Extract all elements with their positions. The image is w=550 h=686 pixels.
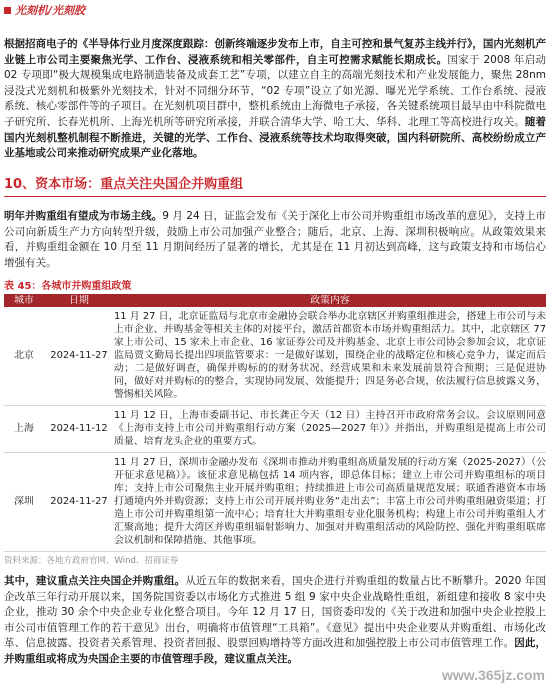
cell-content: 11 月 12 日，上海市委副书记、市长龚正今天（12 日）主持召开市政府常务会议。会议原则同意《上海市支持上市公司并购重组行动方案（2025—2027 年）》并指出，并购重组是提高上市公司质量、培育龙头企业的重要方式。 <box>114 406 546 453</box>
table-source-note: 资料来源：各地方政府官网、Wind、招商证券 <box>4 556 179 566</box>
section-title <box>4 3 85 17</box>
paragraph-lithography-body: 国家于 2008 年启动 02 专项即“极大规模集成电路制造装备及成套工艺”专项，以建立自主的高端光刻技术和产业发展能力，聚焦 28nm 浸没式光刻机和极紫外光刻技术，针对不同细分环节，“02 专项”设立了如光源、曝光光学系统、工作台系统、浸液系统、核心零部件等的子项目。在光刻机项目群中，整机系统由上海微电子承接，各关键系统项目最早由中科院微电子研究所、长春光机所、上海光机所等研究所承接，并联合清华大学、哈工大、华科、北理工等高校进行攻关。 <box>4 53 547 128</box>
paragraph-lithography-bold-tail: 随着国内光刻机整机制程不断推进，关键的光学、工作台、浸液系统等技术均取得突破，国内科研院所、高校纷纷成立产业基地或公司来推动研究成果产业化落地。 <box>4 115 547 160</box>
table-and-conclusion <box>4 294 546 668</box>
table-row <box>4 453 546 552</box>
cell-content: 11 月 27 日，深圳市金融办发布《深圳市推动并购重组高质量发展的行动方案（2025-2027）（公开征求意见稿）》。该征求意见稿包括 14 项内容，即总体目标；建立上市公司并购重组标的项目库；支持上市公司聚焦主业开展并购重组；持续推进上市公司高质量规范发展；联通香港资本市场打通境内外并购资源；支持上市公司开展并购业务“走出去”；丰富上市公司并购重组融资渠道；打造上市公司并购重组第一流中心；培育壮大并购重组专业化服务机构；构建上市公司并购重组人才汇聚高地；提升大湾区并购重组辐射影响力、加强对并购重组活动的风险防控、强化并购重组联席会议机制和保障措施、其他事项。 <box>114 453 546 552</box>
table-row <box>4 307 546 406</box>
column-header-city: 城市 <box>4 294 44 307</box>
paragraph-soe-bold-lead: 其中，建议重点关注央国企并购重组。 <box>4 575 186 587</box>
cell-city: 北京 <box>4 307 44 406</box>
paragraph-mergers-bold-lead: 明年并购重组有望成为市场主线。 <box>4 210 163 222</box>
paragraph-lithography-bold-lead: 根据招商电子的《半导体行业月度深度跟踪：创新终端逐步发布上市，自主可控和景气复苏主线并行》，国内光刻机产业链上市公司主要聚焦光学、工作台、浸液系统和相关零部件，自主可控需求赋能长期成长。 <box>4 38 546 66</box>
section-heading-capital-market: 10、资本市场：重点关注央国企并购重组 <box>4 176 546 197</box>
paragraph-lithography <box>4 37 546 162</box>
cell-date: 2024-11-12 <box>44 406 114 453</box>
paragraph-soe-body: 从近五年的数据来看，国央企进行并购重组的数量占比不断攀升。2020 年国企改革三年行动开展以来，国务院国资委以市场化方式推进 5 组 9 家中央企业战略性重组，新组建和接收 8 家中央企业，推动 30 余个中央企业专业化整合项目。今年 12 月 17 日，国资委印发的《关于改进和加强中央企业控股上市公司市值管理工作的若干意见》出台，明确将市值管理“工具箱”。《意见》提出中央企业要从并购重组、市场化改革、信息披露、投资者关系管理、投资者回报、股票回购增持等方面改进和加强控股上市公司市值管理工作。 <box>4 575 546 650</box>
table-row <box>4 406 546 453</box>
cell-date: 2024-11-27 <box>44 307 114 406</box>
policy-table <box>4 294 546 552</box>
paragraph-soe-bold-tail: 因此，并购重组或将成为央国企主要的市值管理手段，建议重点关注。 <box>4 637 547 665</box>
paragraph-mergers-body: 9 月 24 日，证监会发布《关于深化上市公司并购重组市场改革的意见》，支持上市公司向新质生产力方向转型升级，鼓励上市公司加强产业整合；随后，北京、上海、深圳积极响应。从政策效果来看，并购重组金额在 10 月至 11 月期间经历了显著的增长，尤其是在 11 月初达到高峰，这与政策支持和市场信心增强有关。 <box>4 210 546 269</box>
paragraph-mergers <box>4 209 546 271</box>
table-header-row <box>4 294 546 307</box>
column-header-content: 政策内容 <box>114 294 546 307</box>
cell-date: 2024-11-27 <box>44 453 114 552</box>
cell-city: 深圳 <box>4 453 44 552</box>
table-caption: 表 45：各城市并购重组政策 <box>4 281 132 292</box>
site-watermark: www.365jz.com <box>442 667 545 683</box>
red-square-marker-icon <box>4 7 11 14</box>
section-title-text: 光刻机/光刻胶 <box>15 4 86 17</box>
paragraph-soe-mergers <box>4 574 546 668</box>
cell-content: 11 月 27 日，北京证监局与北京市金融协会联合举办北京辖区并购重组推进会，搭建上市公司与未上市企业、并购基金等相关主体的对接平台，激活首都资本市场并购重组活力。其中，北京辖区 77 家上市公司、15 家未上市企业、16 家证券公司及并购基金、北京上市公司协会参加会议，北京证监局贾文勤局长提出四项监管要求：一是做好谋划，围绕企业的战略定位和核心竞争力，谋定而后动；二是做好调查，确保并购标的的财务状况、经营成果和未来发展前景符合预期；三是促进协同，做好对并购标的的整合，实现协同发展、效能提升；四是务必合规，依法履行信息披露义务，警惕相关风险。 <box>114 307 546 406</box>
cell-city: 上海 <box>4 406 44 453</box>
column-header-date: 日期 <box>44 294 114 307</box>
